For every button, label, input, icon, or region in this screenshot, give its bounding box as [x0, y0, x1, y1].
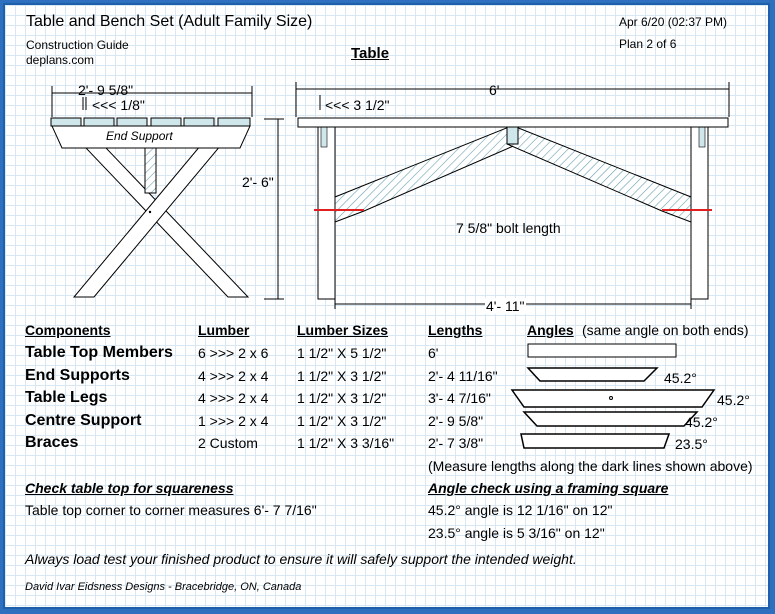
plan-number: Plan 2 of 6 — [619, 37, 677, 51]
plan-title: Table and Bench Set (Adult Family Size) — [26, 13, 313, 30]
designer-credit: David Ivar Eidsness Designs - Bracebridge, ON, Canada — [25, 581, 302, 593]
end-view-top-boards — [51, 118, 250, 126]
table-length-dimension: 6' — [489, 82, 500, 98]
component-lumber: 1 >>> 2 x 4 — [198, 413, 269, 429]
component-size: 1 1/2" X 3 1/2" — [297, 368, 387, 384]
section-title: Table — [351, 45, 390, 62]
plan-date: Apr 6/20 (02:37 PM) — [619, 15, 728, 29]
height-dimension: 2'- 6" — [242, 174, 274, 190]
component-size: 1 1/2" X 3 3/16" — [297, 435, 395, 451]
leg-spacing-dimension: 4'- 11" — [486, 298, 525, 314]
components-header: Components — [25, 322, 111, 338]
guide-label: Construction Guide — [26, 38, 129, 52]
component-angle: 45.2° — [685, 414, 718, 430]
angle-check-line2: 23.5° angle is 5 3/16" on 12" — [428, 525, 605, 541]
component-name: Braces — [25, 434, 79, 451]
component-size: 1 1/2" X 5 1/2" — [297, 345, 387, 361]
component-angle: 23.5° — [675, 436, 708, 452]
top-overhang-dimension: <<< 3 1/2" — [325, 97, 390, 113]
component-lumber: 4 >>> 2 x 4 — [198, 368, 269, 384]
site-label: deplans.com — [26, 53, 95, 67]
component-lumber: 6 >>> 2 x 6 — [198, 345, 269, 361]
angle-check-line1: 45.2° angle is 12 1/16" on 12" — [428, 502, 613, 518]
angle-check-heading: Angle check using a framing square — [428, 480, 669, 496]
plan-sheet — [3, 3, 770, 609]
component-length: 3'- 4 7/16" — [428, 390, 491, 406]
component-size: 1 1/2" X 3 1/2" — [297, 413, 387, 429]
angle-shapes — [512, 344, 714, 448]
component-length: 2'- 9 5/8" — [428, 413, 484, 429]
component-angle: 45.2° — [664, 370, 697, 386]
end-width-dimension: 2'- 9 5/8" — [78, 82, 134, 98]
squareness-heading: Check table top for squareness — [25, 480, 234, 496]
component-name: Table Legs — [25, 389, 108, 406]
component-size: 1 1/2" X 3 1/2" — [297, 390, 387, 406]
lengths-header: Lengths — [428, 322, 483, 338]
side-view — [296, 82, 729, 309]
angles-header: Angles — [527, 322, 574, 338]
end-view — [51, 86, 284, 299]
component-length: 2'- 4 11/16" — [428, 368, 498, 384]
measure-note: (Measure lengths along the dark lines shown above) — [428, 458, 753, 474]
component-name: End Supports — [25, 367, 130, 384]
component-name: Table Top Members — [25, 344, 173, 361]
lumber-sizes-header: Lumber Sizes — [297, 322, 389, 338]
end-overhang-dimension: <<< 1/8" — [92, 97, 145, 113]
component-lumber: 2 Custom — [198, 435, 258, 451]
component-lumber: 4 >>> 2 x 4 — [198, 390, 269, 406]
angles-note: (same angle on both ends) — [582, 322, 749, 338]
component-name: Centre Support — [25, 412, 142, 429]
component-angle: 45.2° — [717, 392, 750, 408]
load-test-warning: Always load test your finished product to ensure it will safely support the intended weight. — [25, 551, 577, 567]
lumber-header: Lumber — [198, 322, 250, 338]
end-support-label: End Support — [106, 129, 173, 143]
component-length: 6' — [428, 345, 439, 361]
squareness-text: Table top corner to corner measures 6'- 7 7/16" — [25, 502, 317, 518]
component-length: 2'- 7 3/8" — [428, 435, 484, 451]
bolt-length-label: 7 5/8" bolt length — [456, 220, 561, 236]
